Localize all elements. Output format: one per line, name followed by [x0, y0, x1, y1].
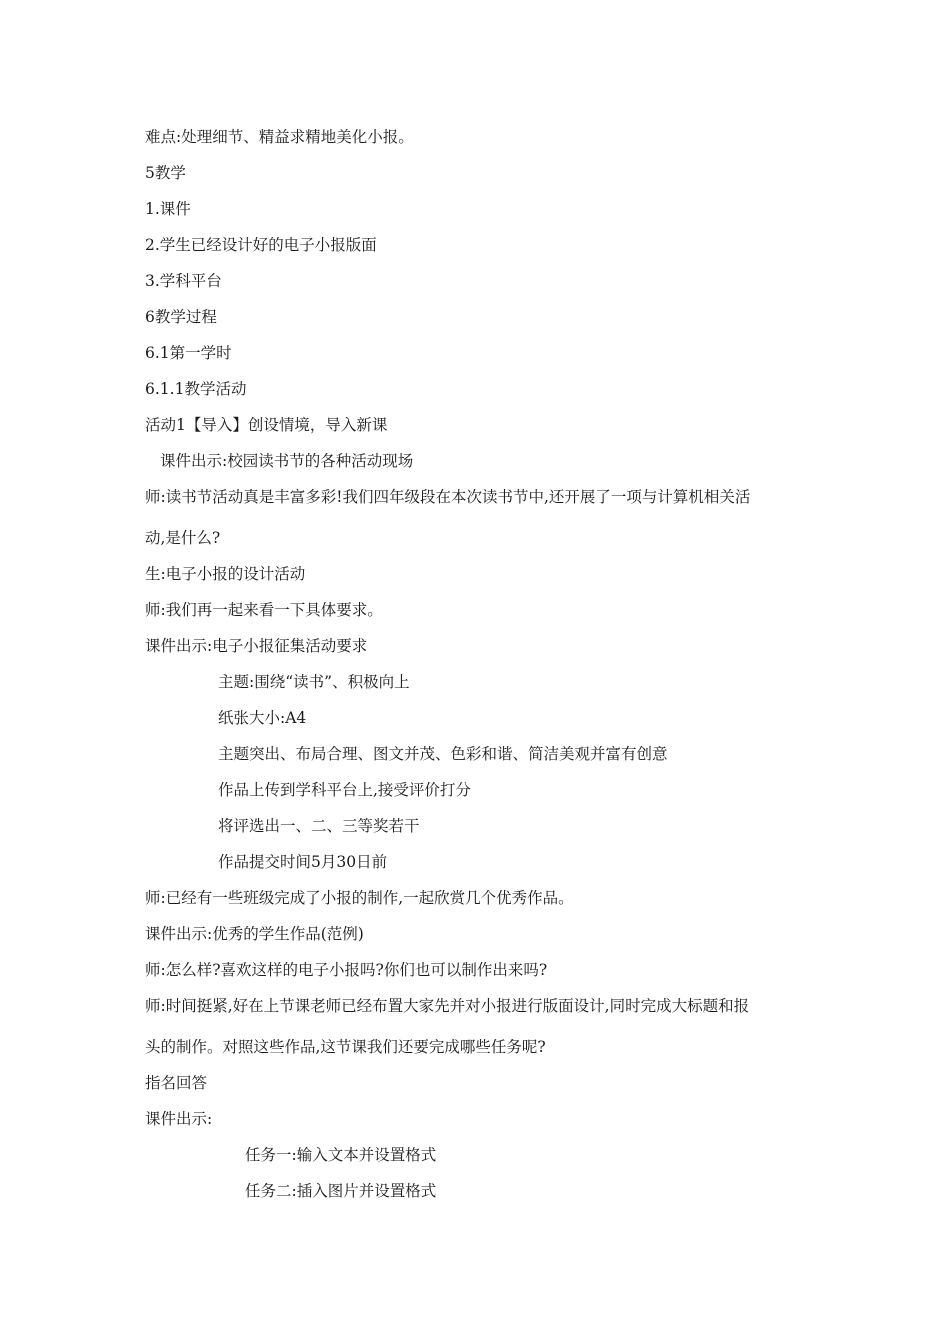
- heading-activities: 6.1.1教学活动: [145, 380, 247, 398]
- requirement-item: 主题突出、布局合理、图文并茂、色彩和谐、简洁美观并富有创意: [218, 745, 668, 763]
- heading-lesson-1: 6.1第一学时: [145, 344, 232, 362]
- text-line: 师:读书节活动真是丰富多彩!我们四年级段在本次读书节中,还开展了一项与计算机相关活: [145, 488, 751, 506]
- list-item-layout: 2.学生已经设计好的电子小报版面: [145, 236, 377, 254]
- requirement-item: 作品上传到学科平台上,接受评价打分: [218, 781, 471, 799]
- text-line: 课件出示:电子小报征集活动要求: [145, 637, 368, 655]
- heading-teaching: 5教学: [145, 164, 186, 182]
- list-item-courseware: 1.课件: [145, 200, 191, 218]
- heading-process: 6教学过程: [145, 308, 217, 326]
- text-line: 指名回答: [145, 1074, 208, 1092]
- text-line: 师:我们再一起来看一下具体要求。: [145, 601, 383, 619]
- text-line: 课件出示:校园读书节的各种活动现场: [160, 452, 414, 470]
- list-item-platform: 3.学科平台: [145, 272, 222, 290]
- text-line: 生:电子小报的设计活动: [145, 565, 306, 583]
- text-line: 课件出示:优秀的学生作品(范例): [145, 925, 364, 943]
- text-line-difficulty: 难点:处理细节、精益求精地美化小报。: [145, 128, 414, 146]
- requirement-item: 主题:围绕“读书”、积极向上: [218, 673, 410, 691]
- requirement-item: 纸张大小:A4: [218, 709, 307, 727]
- text-line: 师:时间挺紧,好在上节课老师已经布置大家先并对小报进行版面设计,同时完成大标题和报: [145, 997, 750, 1015]
- task-item: 任务一:输入文本并设置格式: [245, 1146, 437, 1164]
- text-line: 师:已经有一些班级完成了小报的制作,一起欣赏几个优秀作品。: [145, 889, 574, 907]
- text-line: 动,是什么?: [145, 529, 221, 547]
- requirement-item: 作品提交时间5月30日前: [218, 853, 388, 871]
- activity-1-title: 活动1【导入】创设情境，导入新课: [145, 416, 388, 434]
- task-item: 任务二:插入图片并设置格式: [245, 1182, 437, 1200]
- text-line: 师:怎么样?喜欢这样的电子小报吗?你们也可以制作出来吗?: [145, 961, 548, 979]
- text-line: 课件出示:: [145, 1110, 213, 1128]
- text-line: 头的制作。对照这些作品,这节课我们还要完成哪些任务呢?: [145, 1038, 546, 1056]
- requirement-item: 将评选出一、二、三等奖若干: [218, 817, 420, 835]
